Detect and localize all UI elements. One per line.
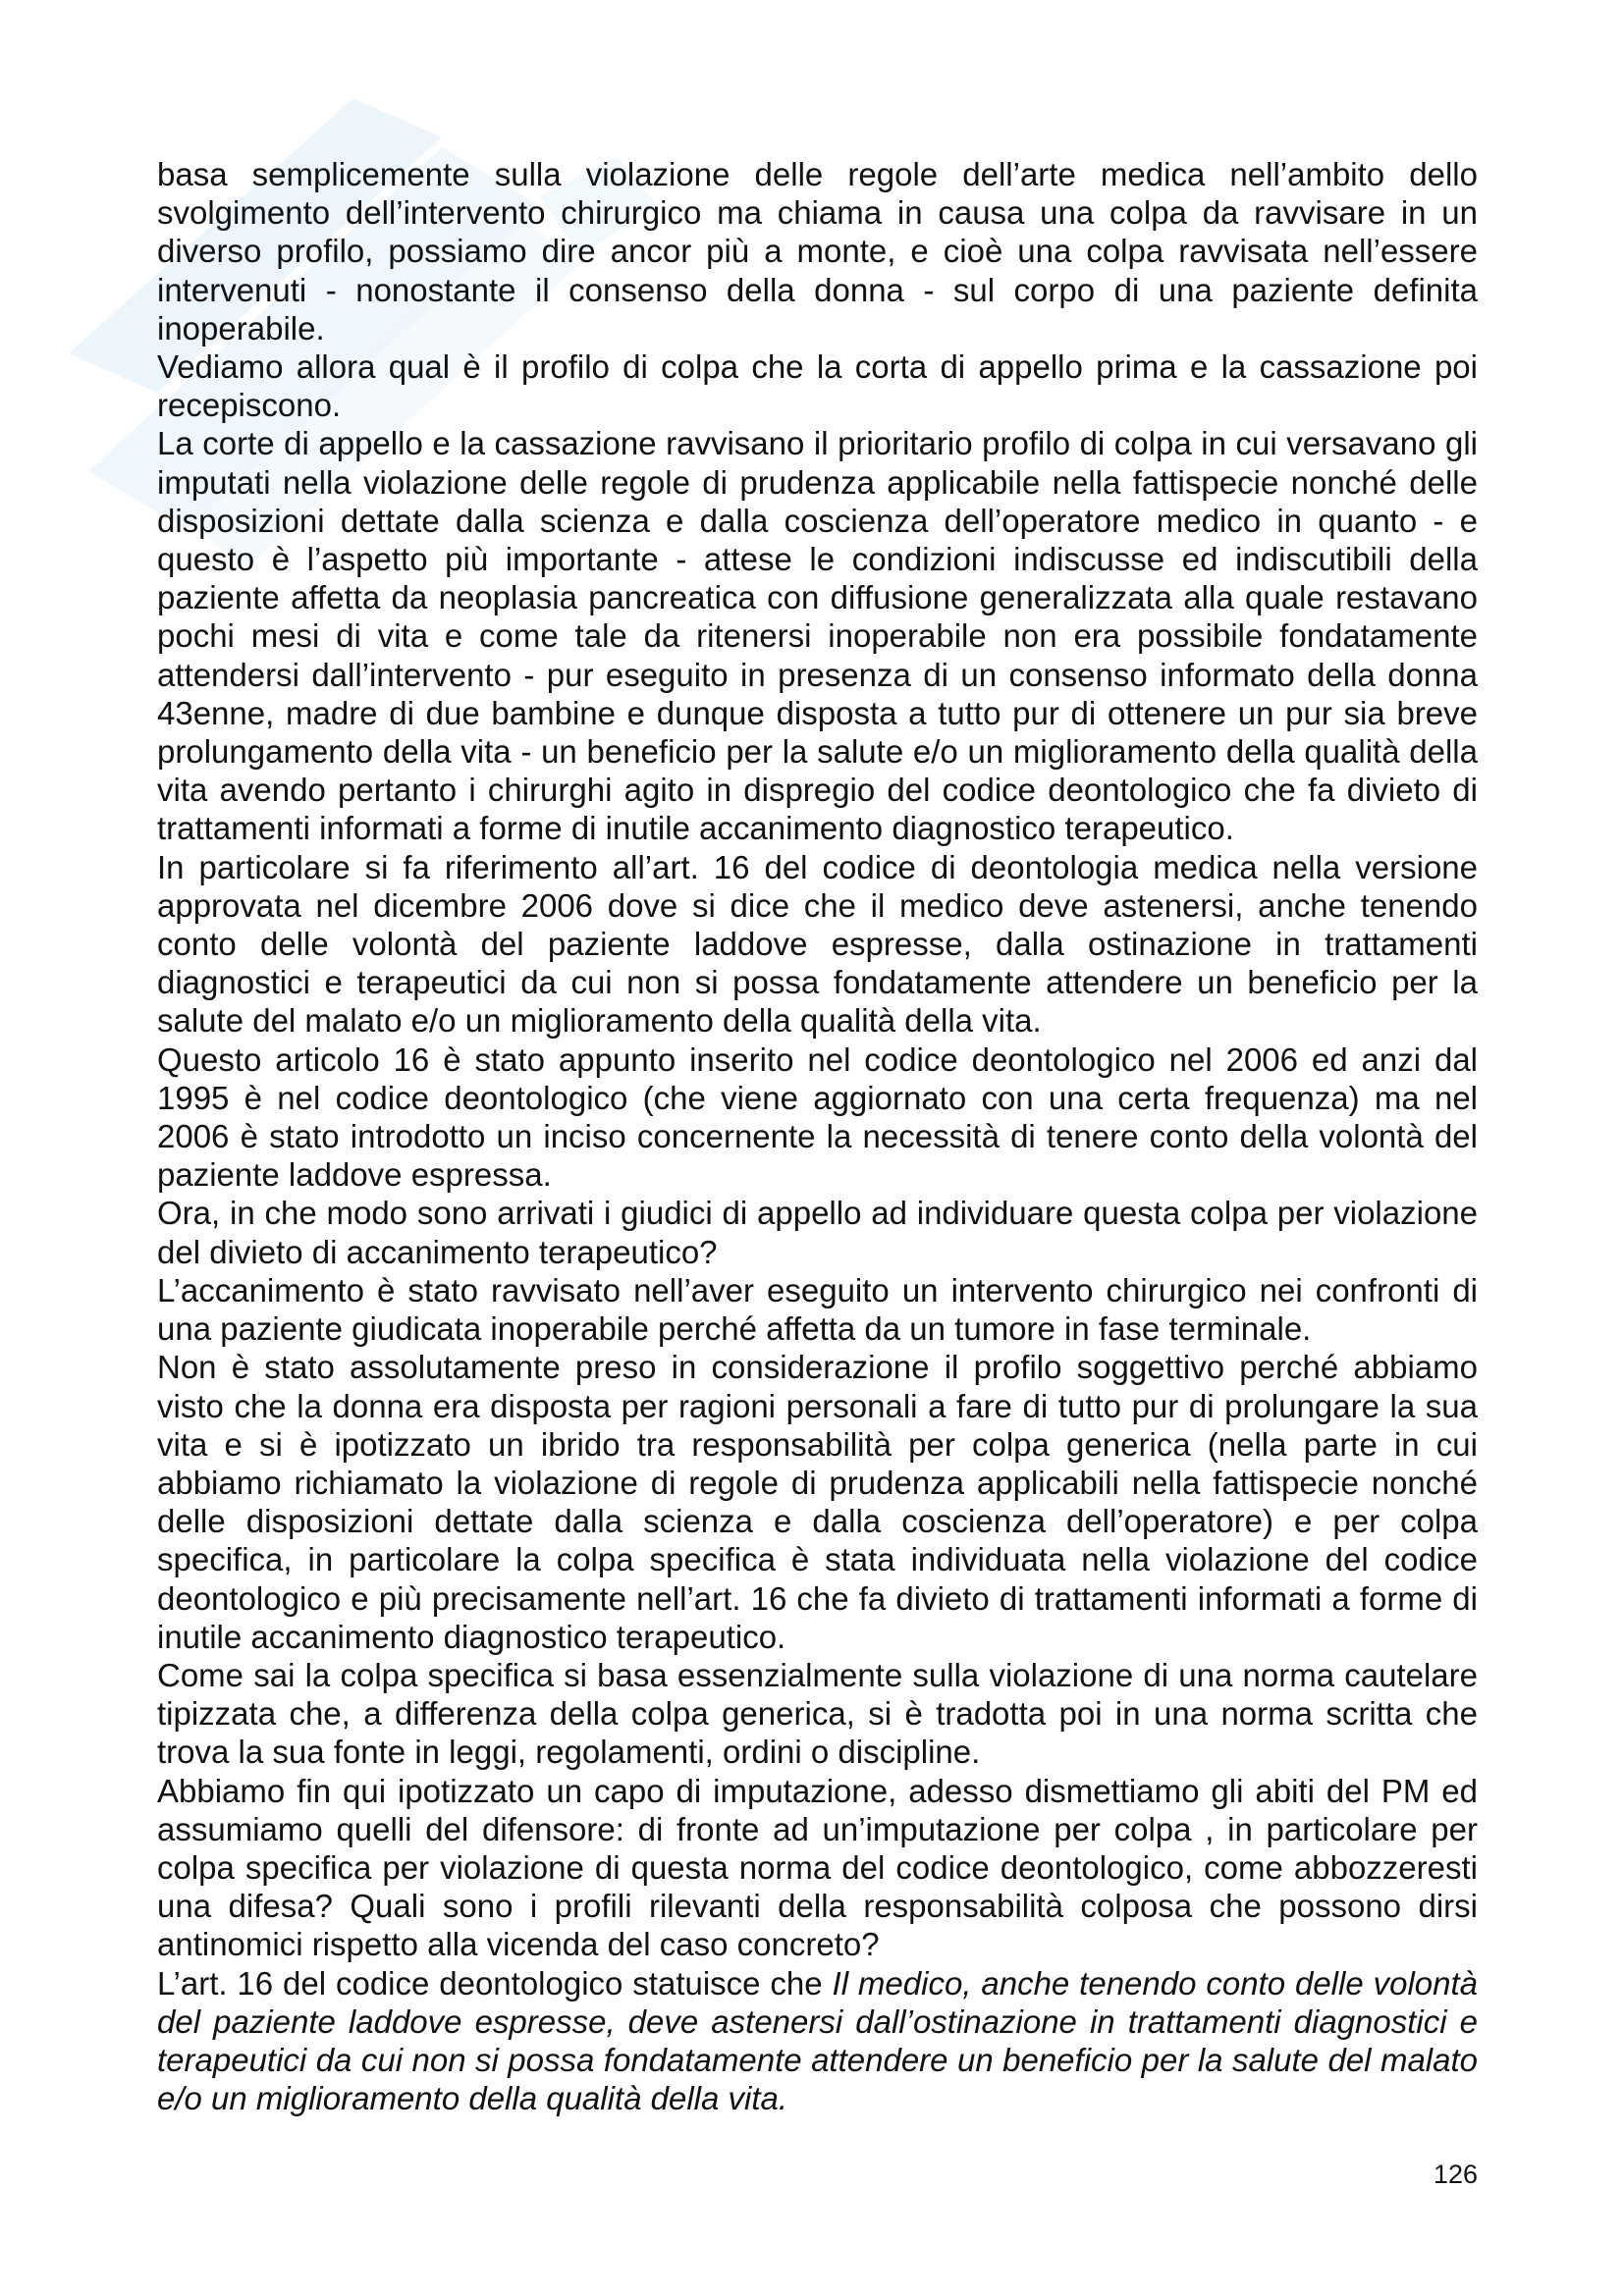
paragraph: Abbiamo fin qui ipotizzato un capo di imputazione, adesso dismettiamo gli abiti del PM ed assumiamo quelli del difensore: di fronte ad un’imputazione per colpa , in particolare per colpa specifica per violazione di questa norma del codice deontologico, come abbozzeresti una difesa? Quali sono i profili rilevanti della responsabilità colposa che possono dirsi antinomici rispetto alla vicenda del caso concreto? (157, 1772, 1478, 1963)
paragraph: basa semplicemente sulla violazione delle regole dell’arte medica nell’ambito dello svolgimento dell’intervento chirurgico ma chiama in causa una colpa da ravvisare in un diverso profilo, possiamo dire ancor più a monte, e cioè una colpa ravvisata nell’essere intervenuti - nonostante il consenso della donna - sul corpo di una paziente definita inoperabile. (157, 156, 1478, 347)
paragraph: Come sai la colpa specifica si basa essenzialmente sulla violazione di una norma cautelare tipizzata che, a differenza della colpa generica, si è tradotta poi in una norma scritta che trova la sua fonte in leggi, regolamenti, ordini o discipline. (157, 1656, 1478, 1771)
body-text (157, 155, 1478, 2117)
page-number: 126 (1433, 2160, 1478, 2189)
paragraph: La corte di appello e la cassazione ravvisano il prioritario profilo di colpa in cui versavano gli imputati nella violazione delle regole di prudenza applicabile nella fattispecie nonché delle disposizioni dettate dalla scienza e dalla coscienza dell’operatore medico in quanto - e questo è l’aspetto più importante - attese le condizioni indiscusse ed indiscutibili della paziente affetta da neoplasia pancreatica con diffusione generalizzata alla quale restavano pochi mesi di vita e come tale da ritenersi inoperabile non era possibile fondatamente attendersi dall’intervento - pur eseguito in presenza di un consenso informato della donna 43enne, madre di due bambine e dunque disposta a tutto pur di ottenere un pur sia breve prolungamento della vita - un beneficio per la salute e/o un miglioramento della qualità della vita avendo pertanto i chirurghi agito in dispregio del codice deontologico che fa divieto di trattamenti informati a forme di inutile accanimento diagnostico terapeutico. (157, 425, 1478, 847)
paragraph: In particolare si fa riferimento all’art. 16 del codice di deontologia medica nella versione approvata nel dicembre 2006 dove si dice che il medico deve astenersi, anche tenendo conto delle volontà del paziente laddove espresse, dalla ostinazione in trattamenti diagnostici e terapeutici da cui non si possa fondatamente attendere un beneficio per la salute del malato e/o un miglioramento della qualità della vita. (157, 848, 1478, 1040)
paragraph: Ora, in che modo sono arrivati i giudici di appello ad individuare questa colpa per violazione del divieto di accanimento terapeutico? (157, 1195, 1478, 1270)
paragraph: Non è stato assolutamente preso in considerazione il profilo soggettivo perché abbiamo visto che la donna era disposta per ragioni personali a fare di tutto pur di prolungare la sua vita e si è ipotizzato un ibrido tra responsabilità per colpa generica (nella parte in cui abbiamo richiamato la violazione di regole di prudenza applicabili nella fattispecie nonché delle disposizioni dettate dalla scienza e dalla coscienza dell’operatore) e per colpa specifica, in particolare la colpa specifica è stata individuata nella violazione del codice deontologico e più precisamente nell’art. 16 che fa divieto di trattamenti informati a forme di inutile accanimento diagnostico terapeutico. (157, 1349, 1478, 1655)
paragraph-art16-quote (157, 1964, 1478, 2118)
paragraph: Questo articolo 16 è stato appunto inserito nel codice deontologico nel 2006 ed anzi dal 1995 è nel codice deontologico (che viene aggiornato con una certa frequenza) ma nel 2006 è stato introdotto un inciso concernente la necessità di tenere conto della volontà del paziente laddove espressa. (157, 1041, 1478, 1194)
paragraph-lead: L’art. 16 del codice deontologico statuisce che (157, 1964, 833, 2002)
paragraph: L’accanimento è stato ravvisato nell’aver eseguito un intervento chirurgico nei confronti di una paziente giudicata inoperabile perché affetta da un tumore in fase terminale. (157, 1271, 1478, 1348)
italic-quote: Il medico, anche tenendo conto delle volontà del paziente laddove espresse, deve astenersi dall’ostinazione in trattamenti diagnostici e terapeutici da cui non si possa fondatamente attendere un beneficio per la salute del malato e/o un miglioramento della qualità della vita. (157, 1964, 1478, 2117)
paragraph: Vediamo allora qual è il profilo di colpa che la corta di appello prima e la cassazione poi recepiscono. (157, 348, 1478, 424)
